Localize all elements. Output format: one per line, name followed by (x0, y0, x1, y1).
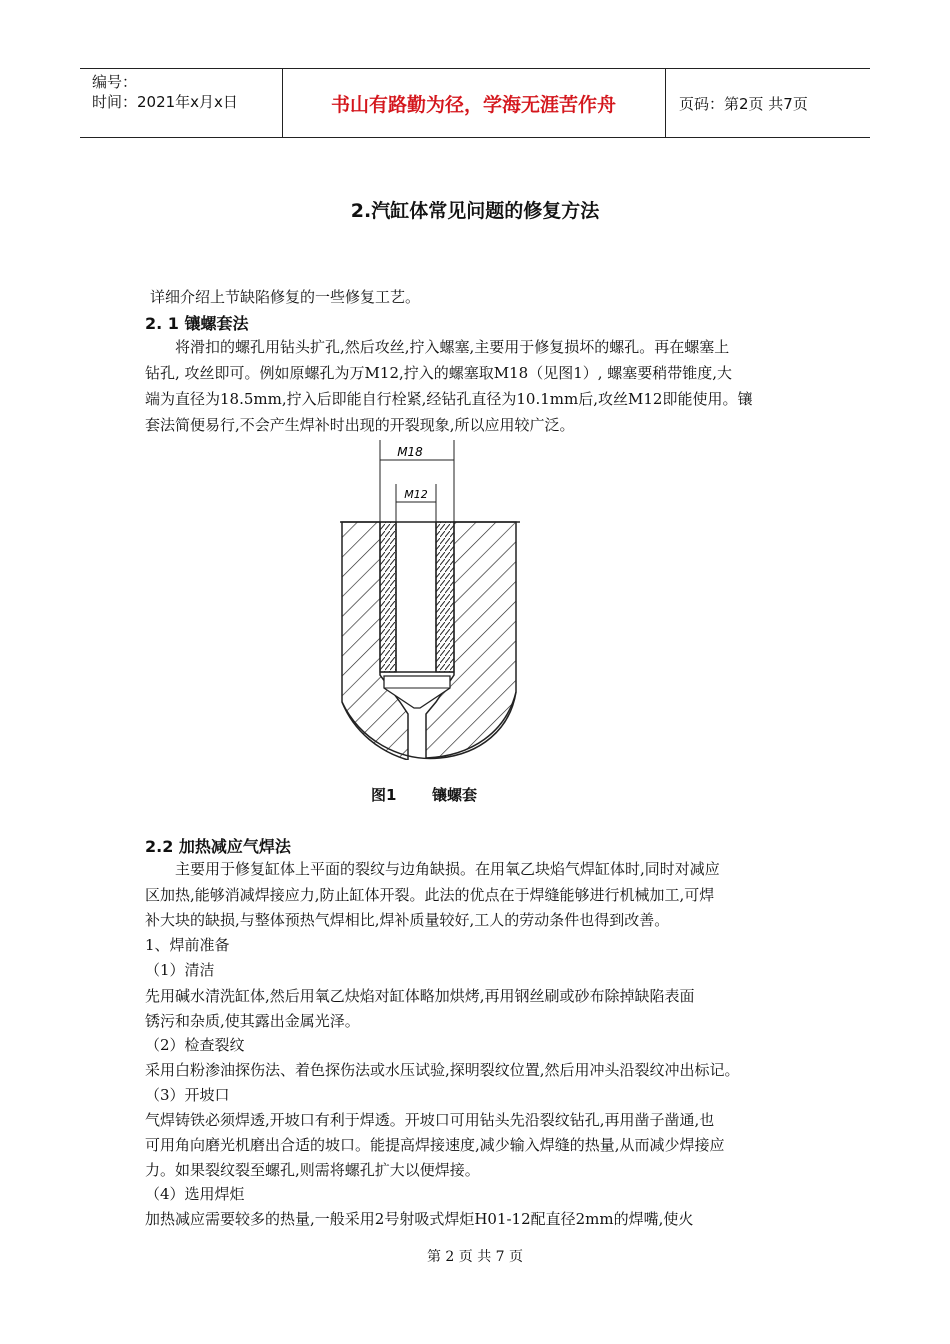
page-footer: 第 2 页 共 7 页 (426, 1249, 524, 1265)
section1-heading: 2. 1 镶螺套法 (145, 314, 249, 333)
header-number: 编号： (92, 73, 138, 91)
section2-line: 采用白粉渗油探伤法、着色探伤法或水压试验,探明裂纹位置,然后用冲头沿裂纹冲出标记。 (145, 1061, 740, 1079)
section2-line: 主要用于修复缸体上平面的裂纹与边角缺损。在用氧乙块焰气焊缸体时,同时对减应 (145, 860, 720, 878)
header-date: 时间：2021年x月x日 (92, 93, 238, 111)
section2-line: （4）选用焊炬 (145, 1185, 245, 1203)
header-motto: 书山有路勤为径，学海无涯苦作舟 (330, 93, 616, 116)
section2-line: 区加热,能够消减焊接应力,防止缸体开裂。此法的优点在于焊缝能够进行机械加工,可焊 (145, 886, 715, 904)
header-meta (92, 72, 238, 112)
section2-line: 先用碱水清洗缸体,然后用氧乙炔焰对缸体略加烘烤,再用钢丝刷或砂布除掉缺陷表面 (145, 987, 695, 1005)
header-page-info: 页码：第2页 共7页 (679, 94, 808, 113)
section1-line: 端为直径为18.5mm,拧入后即能自行栓紧,经钻孔直径为10.1mm后,攻丝M12即能使用。镶 (145, 390, 753, 408)
section2-line: （1）清洁 (145, 961, 215, 979)
section2-line: 加热减应需要较多的热量,一般采用2号射吸式焊炬H01-12配直径2mm的焊嘴,使火 (145, 1210, 694, 1228)
intro-paragraph: 详细介绍上节缺陷修复的一些修复工艺。 (150, 288, 421, 306)
section2-line: （2）检查裂纹 (145, 1036, 245, 1054)
dimension-label-inner: M12 (404, 488, 428, 501)
threaded-insert-figure (340, 440, 520, 760)
section2-line: 1、焊前准备 (145, 936, 230, 954)
section1-line: 套法简便易行,不会产生焊补时出现的开裂现象,所以应用较广泛。 (145, 416, 575, 434)
section2-line: 力。如果裂纹裂至螺孔,则需将螺孔扩大以便焊接。 (145, 1161, 480, 1179)
section1-line: 将滑扣的螺孔用钻头扩孔,然后攻丝,拧入螺塞,主要用于修复损坏的螺孔。再在螺塞上 (145, 338, 730, 356)
figure-caption-number: 图1 (371, 786, 397, 804)
section2-line: 气焊铸铁必须焊透,开坡口有利于焊透。开坡口可用钻头先沿裂纹钻孔,再用凿子凿通,也 (145, 1111, 715, 1129)
section2-line: 补大块的缺损,与整体预热气焊相比,焊补质量较好,工人的劳动条件也得到改善。 (145, 911, 670, 929)
section1-line: 钻孔, 攻丝即可。例如原螺孔为万M12,拧入的螺塞取M18（见图1）, 螺塞要稍带锥度,大 (145, 364, 733, 382)
section2-line: 锈污和杂质,使其露出金属光泽。 (145, 1012, 360, 1030)
section2-line: 可用角向磨光机磨出合适的坡口。能提高焊接速度,减少输入焊缝的热量,从而减少焊接应 (145, 1136, 725, 1154)
section2-heading: 2.2 加热减应气焊法 (145, 837, 291, 856)
page-title: 2.汽缸体常见问题的修复方法 (350, 200, 600, 222)
figure-caption-text: 镶螺套 (432, 786, 478, 804)
dimension-label-outer: M18 (397, 445, 423, 459)
page-header (80, 68, 870, 138)
section2-line: （3）开坡口 (145, 1086, 230, 1104)
